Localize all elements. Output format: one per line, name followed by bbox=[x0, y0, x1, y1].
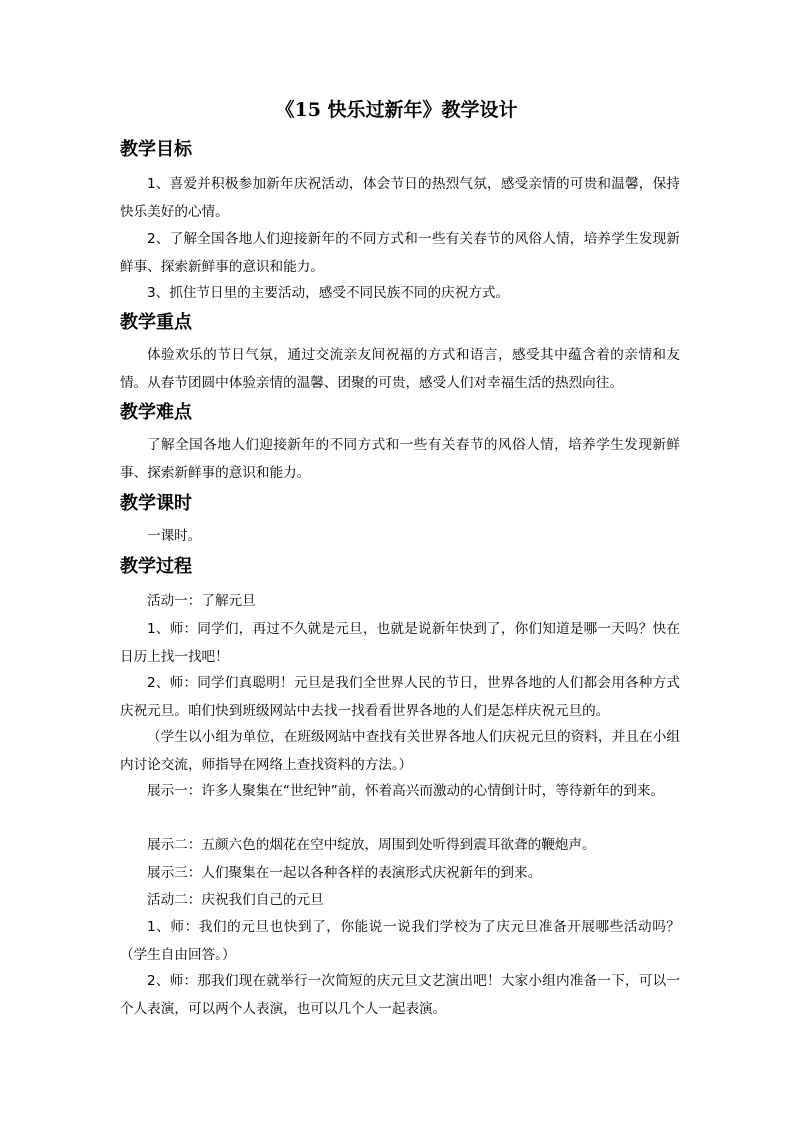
process-activity-1-title: 活动一：了解元旦 bbox=[147, 593, 256, 609]
process-showcase-1: 展示一：许多人聚集在“世纪钟”前，怀着高兴而激动的心情倒计时，等待新年的到来。 bbox=[147, 783, 665, 799]
process-note: （学生以小组为单位，在班级网站中查找有关世界各地人们庆祝元旦的资料，并且在小组内讨论交流，师指导在网络上查找资料的方法。） bbox=[120, 729, 680, 773]
heading-teaching-goals: 教学目标 bbox=[120, 139, 192, 160]
process-showcase-2: 展示二：五颜六色的烟花在空中绽放，周围到处听得到震耳欲聋的鞭炮声。 bbox=[147, 837, 596, 853]
document-title: 《15 快乐过新年》教学设计 bbox=[275, 99, 518, 121]
process-item-1: 1、师：同学们，再过不久就是元旦，也就是说新年快到了，你们知道是哪一天吗？快在日历上找一找吧！ bbox=[120, 621, 680, 665]
process-item-2: 2、师：同学们真聪明！元旦是我们全世界人民的节日，世界各地的人们都会用各种方式庆祝元旦。咱们快到班级网站中去找一找看看世界各地的人们是怎样庆祝元旦的。 bbox=[120, 675, 680, 719]
goal-item-1: 1、喜爱并积极参加新年庆祝活动，体会节日的热烈气氛，感受亲情的可贵和温馨，保持快乐美好的心情。 bbox=[120, 176, 680, 220]
heading-key-points: 教学重点 bbox=[120, 312, 192, 333]
difficulties-text: 了解全国各地人们迎接新年的不同方式和一些有关春节的风俗人情，培养学生发现新鲜事、探索新鲜事的意识和能力。 bbox=[120, 437, 680, 481]
process-item-3: 1、师：我们的元旦也快到了，你能说一说我们学校为了庆元旦准备开展哪些活动吗？（学生自由回答。） bbox=[120, 919, 680, 963]
goal-item-2: 2、了解全国各地人们迎接新年的不同方式和一些有关春节的风俗人情，培养学生发现新鲜事、探索新鲜事的意识和能力。 bbox=[120, 231, 680, 275]
process-item-4: 2、师：那我们现在就举行一次简短的庆元旦文艺演出吧！大家小组内准备一下，可以一个人表演，可以两个人表演，也可以几个人一起表演。 bbox=[120, 973, 680, 1017]
heading-class-hours: 教学课时 bbox=[120, 493, 192, 514]
goal-item-3: 3、抓住节日里的主要活动，感受不同民族不同的庆祝方式。 bbox=[147, 285, 510, 301]
key-points-text: 体验欢乐的节日气氛，通过交流亲友间祝福的方式和语言，感受其中蕴含着的亲情和友情。从春节团圆中体验亲情的温馨、团聚的可贵，感受人们对幸福生活的热烈向往。 bbox=[120, 347, 680, 391]
heading-difficulties: 教学难点 bbox=[120, 402, 192, 423]
process-activity-2-title: 活动二：庆祝我们自己的元旦 bbox=[147, 892, 324, 908]
heading-teaching-process: 教学过程 bbox=[120, 556, 192, 577]
process-showcase-3: 展示三：人们聚集在一起以各种各样的表演形式庆祝新年的到来。 bbox=[147, 865, 542, 881]
class-hours-text: 一课时。 bbox=[147, 528, 202, 544]
